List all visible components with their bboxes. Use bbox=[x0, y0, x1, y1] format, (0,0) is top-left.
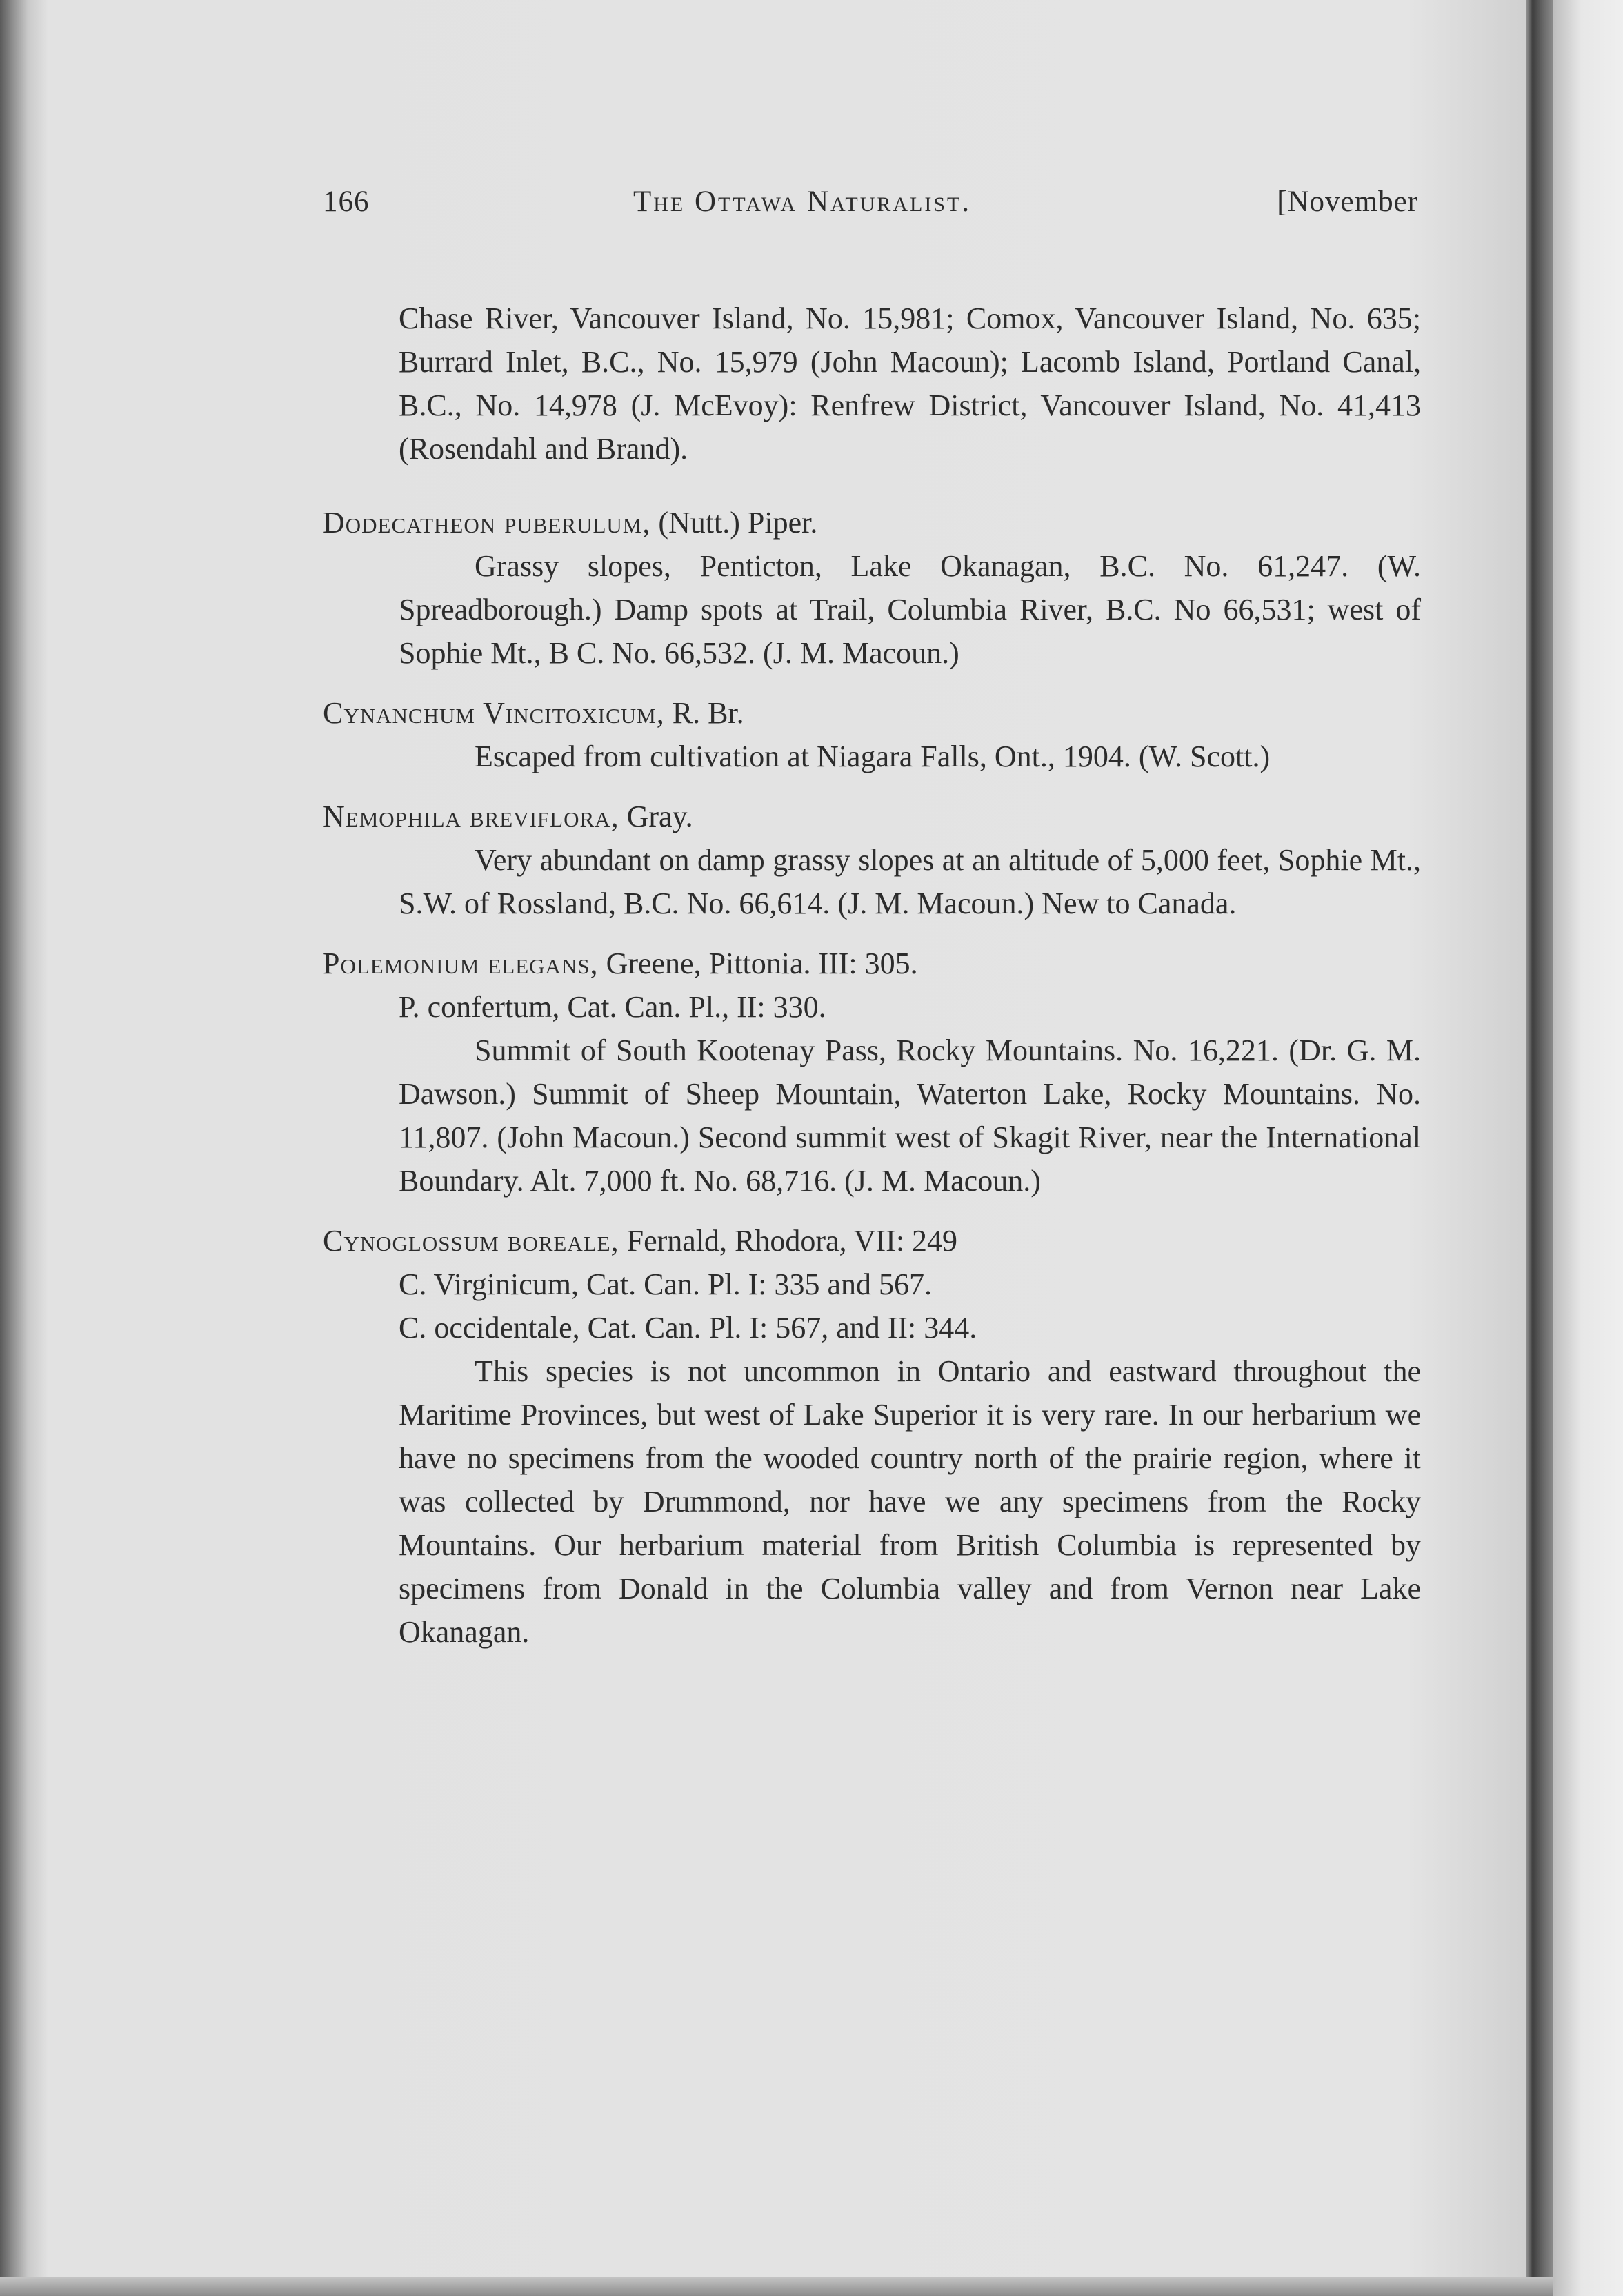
species-entry-polemonium bbox=[323, 942, 1421, 1203]
species-authority: Fernald, Rhodora, VII: 249 bbox=[619, 1224, 958, 1258]
species-entry-dodecatheon bbox=[323, 501, 1421, 675]
species-authority: (Nutt.) Piper. bbox=[650, 506, 818, 540]
species-authority: Gray. bbox=[619, 800, 693, 833]
synonym-line: C. occidentale, Cat. Can. Pl. I: 567, and II: 344. bbox=[399, 1311, 977, 1345]
page-number: 166 bbox=[323, 186, 370, 218]
running-header bbox=[323, 185, 1418, 229]
synonym-line: P. confertum, Cat. Can. Pl., II: 330. bbox=[399, 990, 826, 1024]
issue-month: [November bbox=[1277, 186, 1418, 218]
species-entry-cynanchum bbox=[323, 691, 1421, 778]
species-description: Summit of South Kootenay Pass, Rocky Mountains. No. 16,221. (Dr. G. M. Dawson.) Summit of Sheep Mountain, Waterton Lake, Rocky Mountains. No. 11,807. (John Macoun.) Second summit west of Skagit River, near the International Boundary. Alt. 7,000 ft. No. 68,716. (J. M. Macoun.) bbox=[399, 1033, 1421, 1198]
species-name: Nemophila breviflora, bbox=[323, 800, 619, 833]
species-heading bbox=[323, 942, 1421, 985]
species-description: Grassy slopes, Penticton, Lake Okanagan, B.C. No. 61,247. (W. Spreadborough.) Damp spots at Trail, Columbia River, B.C. No 66,531; west of Sophie Mt., B C. No. 66,532. (J. M. Macoun.) bbox=[399, 549, 1421, 670]
adjacent-page-edge bbox=[1553, 0, 1623, 2296]
species-description: This species is not uncommon in Ontario and eastward throughout the Maritime Provinces, but west of Lake Superior it is very rare. In our herbarium we have no specimens from the wooded country north of the prairie region, where it was collected by Drummond, nor have we any specimens from the Rocky Mountains. Our herbarium material from British Columbia is represented by specimens from Donald in the Columbia valley and from Vernon near Lake Okanagan. bbox=[399, 1354, 1421, 1649]
species-authority: Greene, Pittonia. III: 305. bbox=[598, 947, 918, 980]
species-name: Cynoglossum boreale, bbox=[323, 1224, 619, 1258]
page-bottom-edge bbox=[0, 2277, 1553, 2296]
page-body bbox=[323, 266, 1421, 1670]
body-paragraph: Chase River, Vancouver Island, No. 15,981; Comox, Vancouver Island, No. 635; Burrard Inlet, B.C., No. 15,979 (John Macoun); Lacomb Island, Portland Canal, B.C., No. 14,978 (J. McEvoy): Renfrew District, Vancouver Island, No. 41,413 (Rosendahl and Brand). bbox=[399, 301, 1421, 466]
book-binding-shadow bbox=[1526, 0, 1553, 2296]
species-heading bbox=[323, 501, 1421, 544]
journal-title: The Ottawa Naturalist. bbox=[633, 186, 972, 218]
species-name: Cynanchum Vincitoxicum, bbox=[323, 696, 665, 730]
species-description: Very abundant on damp grassy slopes at an altitude of 5,000 feet, Sophie Mt., S.W. of Rossland, B.C. No. 66,614. (J. M. Macoun.) New to Canada. bbox=[399, 843, 1421, 920]
species-name: Dodecatheon puberulum, bbox=[323, 506, 651, 540]
page-left-edge bbox=[0, 0, 28, 2296]
synonym-line: C. Virginicum, Cat. Can. Pl. I: 335 and 567. bbox=[399, 1267, 933, 1301]
species-entry-nemophila bbox=[323, 795, 1421, 925]
species-entry-cynoglossum bbox=[323, 1219, 1421, 1654]
species-heading bbox=[323, 691, 1421, 735]
intro-continuation bbox=[323, 297, 1421, 471]
species-heading bbox=[323, 795, 1421, 838]
species-description: Escaped from cultivation at Niagara Falls, Ont., 1904. (W. Scott.) bbox=[475, 740, 1271, 773]
species-heading bbox=[323, 1219, 1421, 1263]
species-authority: R. Br. bbox=[664, 696, 744, 730]
species-name: Polemonium elegans, bbox=[323, 947, 599, 980]
